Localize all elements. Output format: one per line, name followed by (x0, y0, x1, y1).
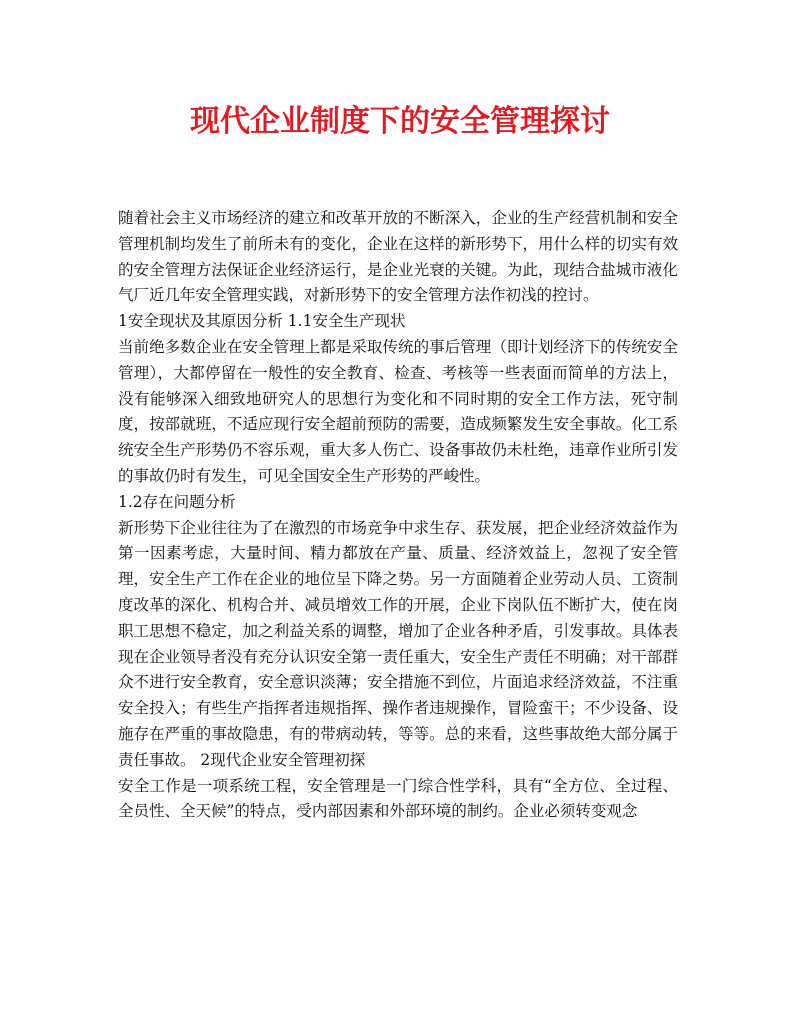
paragraph-safety-system: 安全工作是一项系统工程，安全管理是一门综合性学科，具有“全方位、全过程、全员性、全天候”的特点，受内部因素和外部环境的制约。企业必须转变观念 (118, 776, 678, 821)
paragraph-intro: 随着社会主义市场经济的建立和改革开放的不断深入，企业的生产经营机制和安全管理机制均发生了前所未有的变化，企业在这样的新形势下，用什么样的切实有效的安全管理方法保证企业经济运行，是企业光衰的关键。为此，现结合盐城市液化气厂近几年安全管理实践，对新形势下的安全管理方法作初浅的控讨。 (118, 209, 678, 305)
document-title: 现代企业制度下的安全管理探讨 (190, 104, 610, 139)
section-heading-1: 1安全现状及其原因分析 1.1安全生产现状 (118, 312, 406, 331)
paragraph-problem-analysis: 新形势下企业往往为了在激烈的市场竞争中求生存、获发展，把企业经济效益作为第一因素考虑，大量时间、精力都放在产量、质量、经济效益上，忽视了安全管理，安全生产工作在企业的地位呈下降之势。另一方面随着企业劳动人员、工资制度改革的深化、机构合并、减员增效工作的开展，企业下岗队伍不断扩大，使在岗职工思想不稳定，加之利益关系的调整，增加了企业各种矛盾，引发事故。具体表现在企业领导者没有充分认识安全第一责任重大，安全生产责任不明确；对干部群众不进行安全教育，安全意识淡薄；安全措施不到位，片面追求经济效益，不注重安全投入；有些生产指挥者违规指挥、操作者违规操作，冒险蛮干；不少设备、设施存在严重的事故隐患，有的带病动转，等等。总的来看，这些事故绝大部分属于责任事故。 2现代企业安全管理初探 (118, 518, 678, 769)
document-body (118, 206, 678, 825)
paragraph-current-status: 当前绝多数企业在安全管理上都是采取传统的事后管理（即计划经济下的传统安全管理），大都停留在一般性的安全教育、检查、考核等一些表面而简单的方法上，没有能够深入细致地研究人的思想行为变化和不同时期的安全工作方法，死守制度，按部就班，不适应现行安全超前预防的需要，造成频繁发生安全事故。化工系统安全生产形势仍不容乐观，重大多人伤亡、设备事故仍未杜绝，违章作业所引发的事故仍时有发生，可见全国安全生产形势的严峻性。 (118, 337, 678, 485)
section-heading-1-2: 1.2存在问题分析 (118, 492, 236, 511)
